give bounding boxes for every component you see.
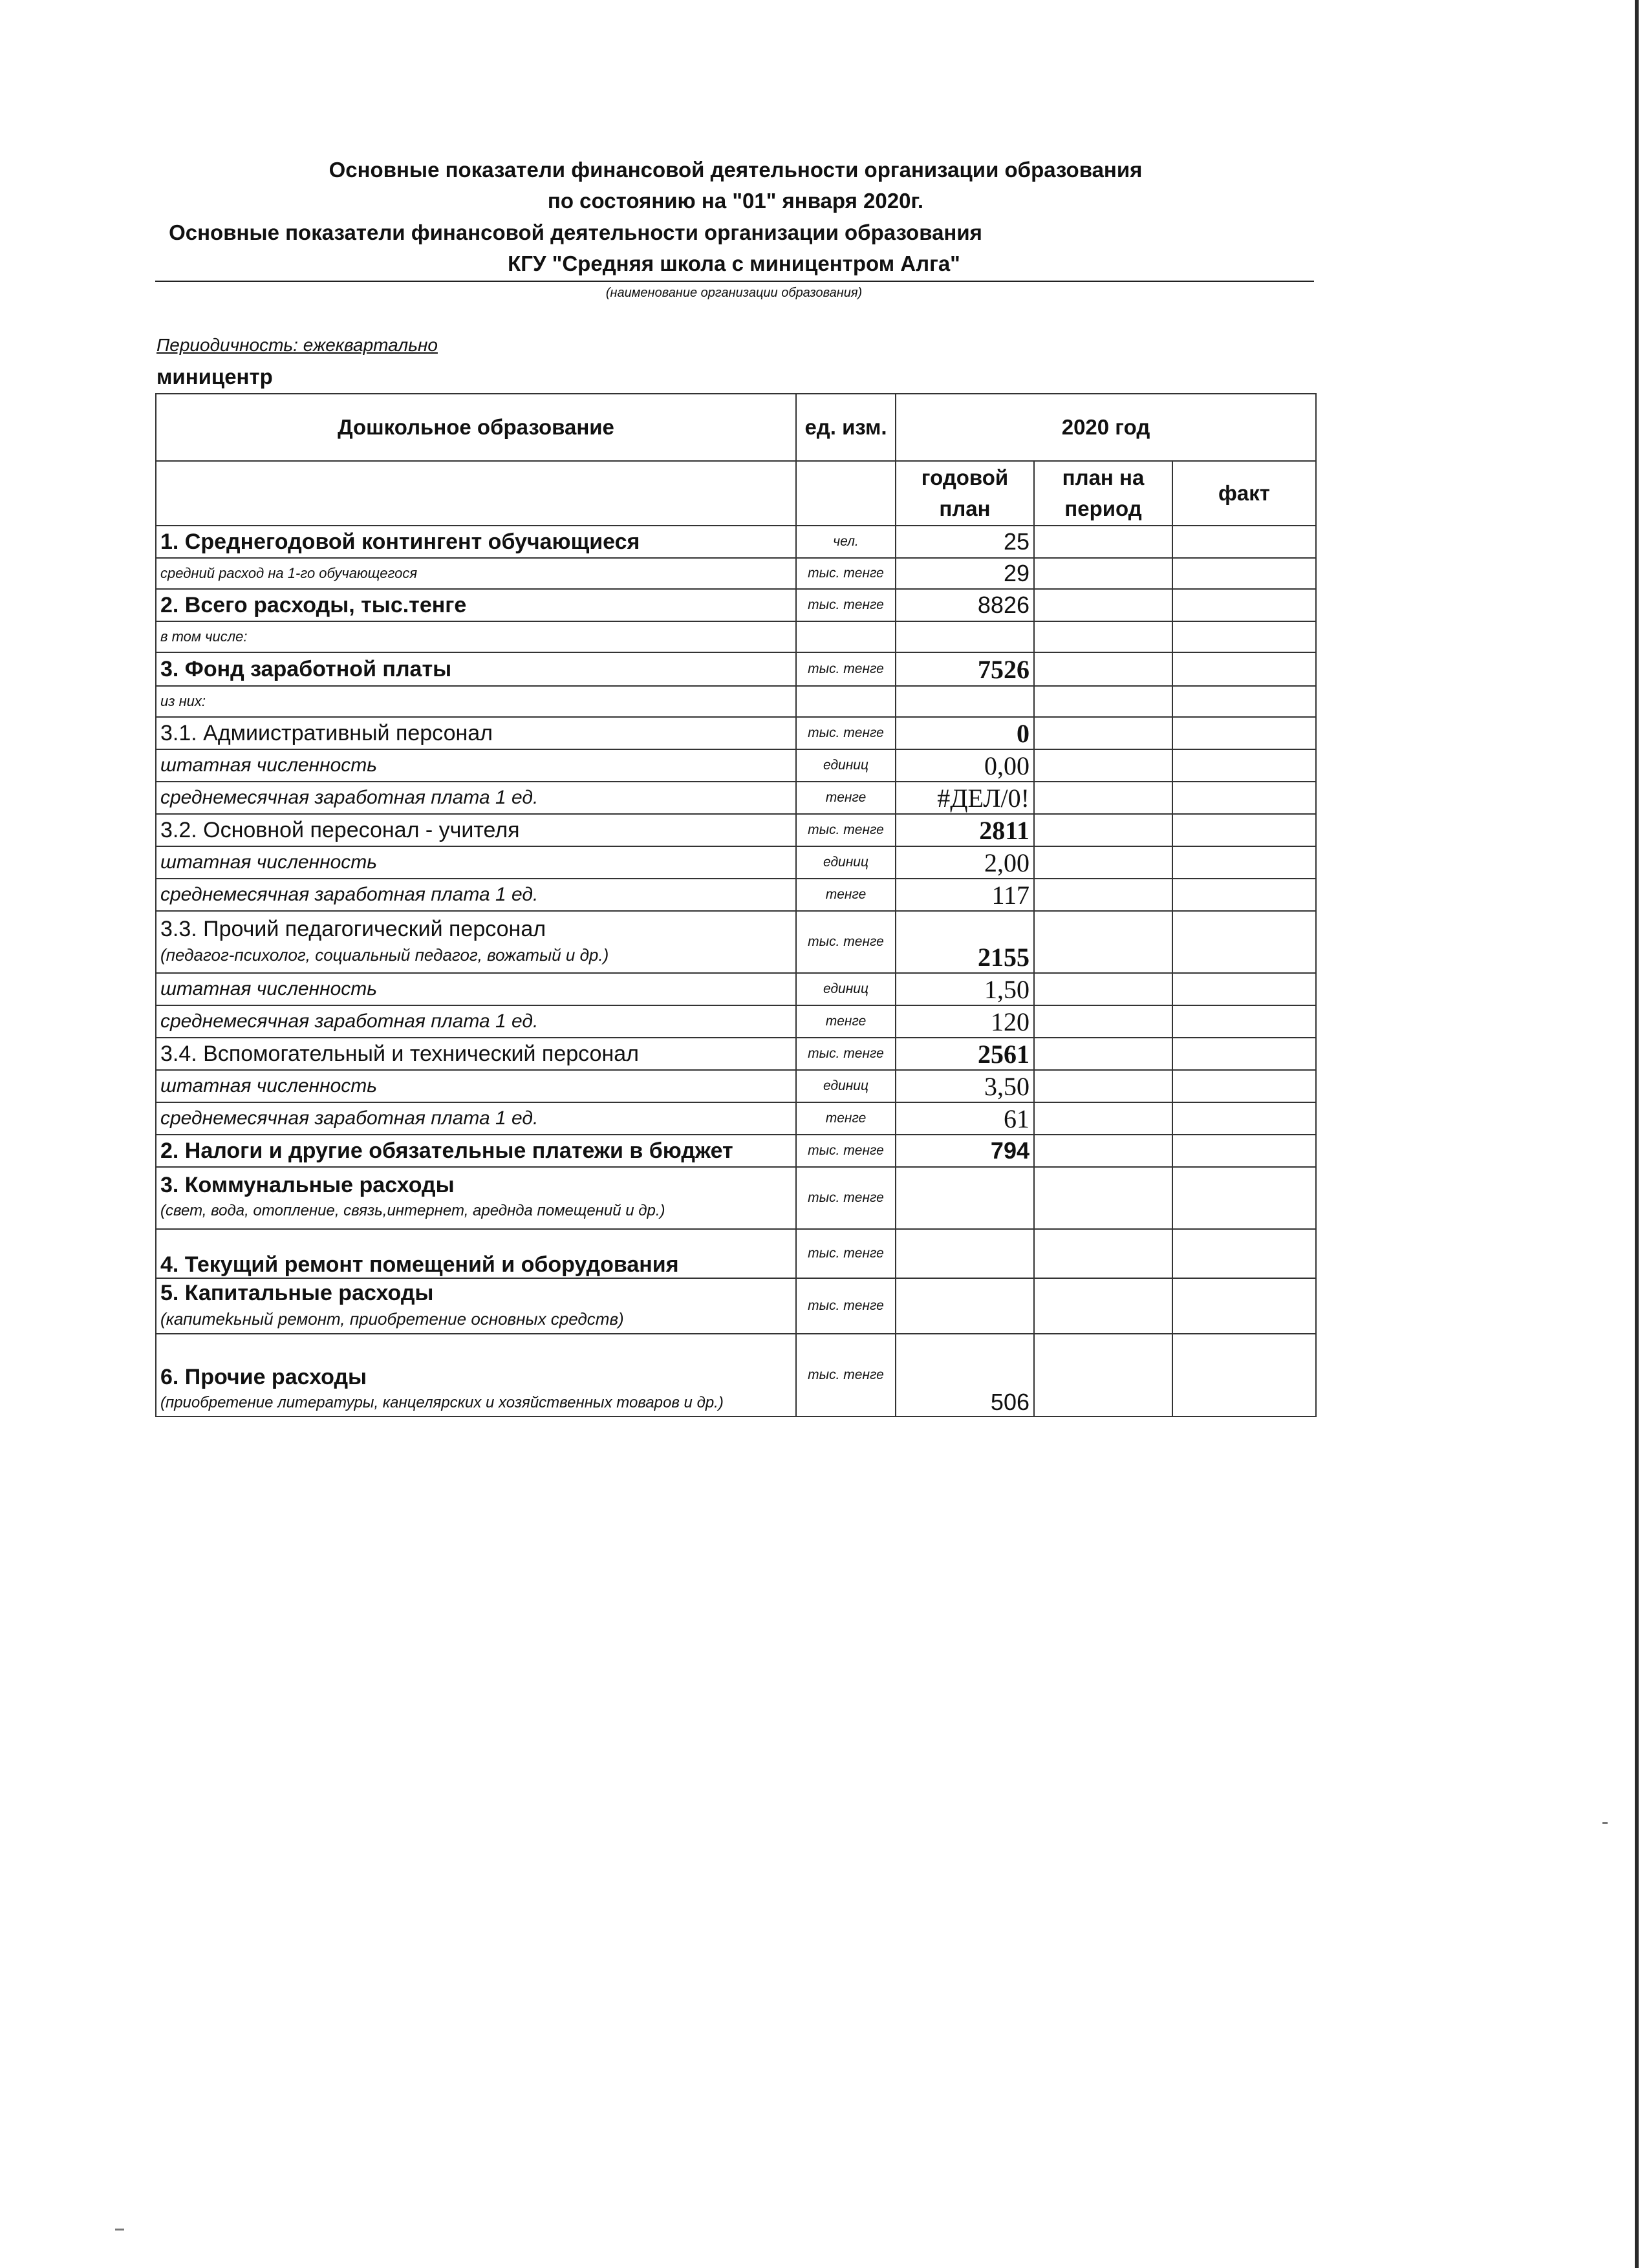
row-period-plan [1034, 686, 1172, 717]
row-period-plan [1034, 911, 1172, 973]
row-fact [1172, 1135, 1316, 1167]
row-label-text: 3. Коммунальные расходы [160, 1173, 455, 1197]
row-label [156, 1229, 796, 1278]
row-fact [1172, 1334, 1316, 1417]
row-label-text: 3.3. Прочий педагогический персонал [160, 917, 546, 941]
row-annual-plan [896, 686, 1034, 717]
report-date: по состоянию на "01" января 2020г. [547, 189, 924, 213]
table-subheader-row [156, 461, 1316, 526]
row-annual-plan: 506 [896, 1334, 1034, 1417]
row-label-text: 2. Всего расходы, тыс.тенге [160, 592, 467, 617]
row-annual-plan [896, 1167, 1034, 1229]
table-row [156, 846, 1316, 879]
row-unit: тыс. тенге [796, 717, 896, 749]
row-label [156, 526, 796, 558]
row-unit [796, 621, 896, 652]
row-label-note: (капитеkьный ремонт, приобретение основных средств) [160, 1309, 624, 1329]
row-fact [1172, 814, 1316, 846]
row-fact [1172, 1070, 1316, 1102]
row-label [156, 846, 796, 879]
row-label-text: штатная численность [160, 851, 378, 873]
row-unit: тыс. тенге [796, 1229, 896, 1278]
row-annual-plan: 0,00 [896, 749, 1034, 782]
row-period-plan [1034, 814, 1172, 846]
row-annual-plan: 2155 [896, 911, 1034, 973]
row-period-plan [1034, 589, 1172, 621]
row-period-plan [1034, 717, 1172, 749]
row-label-text: среднемесячная заработная плата 1 ед. [160, 1011, 539, 1032]
row-label [156, 879, 796, 911]
row-period-plan [1034, 526, 1172, 558]
row-annual-plan: 794 [896, 1135, 1034, 1167]
header-fact: факт [1172, 461, 1316, 526]
row-period-plan [1034, 1135, 1172, 1167]
row-period-plan [1034, 782, 1172, 814]
table-row [156, 1229, 1316, 1278]
table-row [156, 717, 1316, 749]
row-label [156, 1167, 796, 1229]
row-fact [1172, 589, 1316, 621]
row-label [156, 1038, 796, 1070]
row-fact [1172, 1038, 1316, 1070]
row-unit: тыс. тенге [796, 911, 896, 973]
row-label-text: штатная численность [160, 1075, 378, 1097]
row-label-text: 1. Среднегодовой контингент обучающиеся [160, 529, 640, 554]
row-fact [1172, 526, 1316, 558]
row-fact [1172, 652, 1316, 686]
row-annual-plan [896, 1229, 1034, 1278]
row-label [156, 1278, 796, 1334]
scan-speck [1602, 1822, 1608, 1824]
row-label [156, 1135, 796, 1167]
row-period-plan [1034, 621, 1172, 652]
row-period-plan [1034, 558, 1172, 589]
periodicity-label: Периодичность: ежеквартально [156, 335, 438, 355]
row-annual-plan: 61 [896, 1102, 1034, 1135]
row-label [156, 652, 796, 686]
table-row [156, 1334, 1316, 1417]
row-period-plan [1034, 1229, 1172, 1278]
row-label-text: из них: [160, 693, 206, 709]
row-annual-plan: 2811 [896, 814, 1034, 846]
row-period-plan [1034, 1167, 1172, 1229]
row-period-plan [1034, 973, 1172, 1005]
row-label [156, 1334, 796, 1417]
row-annual-plan [896, 621, 1034, 652]
table-row [156, 1038, 1316, 1070]
row-period-plan [1034, 652, 1172, 686]
row-fact [1172, 1229, 1316, 1278]
row-label-text: 3. Фонд заработной платы [160, 656, 452, 681]
header-period-plan: план на период [1034, 461, 1172, 526]
row-label-text: штатная численность [160, 978, 378, 1000]
row-label-text: в том числе: [160, 628, 248, 645]
row-label-text: 3.2. Основной пересонал - учителя [160, 817, 520, 842]
row-annual-plan: 25 [896, 526, 1034, 558]
table-row [156, 558, 1316, 589]
table-row [156, 621, 1316, 652]
row-unit: тыс. тенге [796, 1135, 896, 1167]
row-fact [1172, 1005, 1316, 1038]
row-label-text: 2. Налоги и другие обязательные платежи в бюджет [160, 1138, 733, 1163]
row-period-plan [1034, 1102, 1172, 1135]
row-label [156, 1005, 796, 1038]
row-label [156, 973, 796, 1005]
row-unit: единиц [796, 973, 896, 1005]
row-annual-plan: 3,50 [896, 1070, 1034, 1102]
row-annual-plan [896, 1278, 1034, 1334]
row-period-plan [1034, 1278, 1172, 1334]
row-annual-plan: 117 [896, 879, 1034, 911]
row-unit: тыс. тенге [796, 589, 896, 621]
table-row [156, 1070, 1316, 1102]
row-label [156, 558, 796, 589]
row-label [156, 749, 796, 782]
row-unit: тенге [796, 1005, 896, 1038]
row-period-plan [1034, 1334, 1172, 1417]
row-fact [1172, 558, 1316, 589]
section-title: миницентр [156, 365, 273, 389]
row-fact [1172, 1167, 1316, 1229]
row-unit: тыс. тенге [796, 652, 896, 686]
row-annual-plan: 0 [896, 717, 1034, 749]
financial-indicators-table [155, 393, 1317, 1417]
row-label [156, 1070, 796, 1102]
header-annual-plan: годовой план [896, 461, 1034, 526]
row-label-note: (приобретение литературы, канцелярских и хозяйственных товаров и др.) [160, 1394, 724, 1411]
row-label [156, 621, 796, 652]
row-fact [1172, 686, 1316, 717]
row-annual-plan: 7526 [896, 652, 1034, 686]
row-unit: тенге [796, 879, 896, 911]
scan-edge [1635, 0, 1639, 2268]
row-fact [1172, 973, 1316, 1005]
table-row [156, 526, 1316, 558]
row-fact [1172, 879, 1316, 911]
row-annual-plan: 29 [896, 558, 1034, 589]
table-header-row [156, 394, 1316, 461]
row-label [156, 911, 796, 973]
row-period-plan [1034, 846, 1172, 879]
row-label-text: 3.1. Адмиистративный персонал [160, 720, 493, 745]
row-period-plan [1034, 1038, 1172, 1070]
subheader-empty [796, 461, 896, 526]
row-annual-plan: 1,50 [896, 973, 1034, 1005]
row-label-text: 4. Текущий ремонт помещений и оборудования [160, 1252, 679, 1277]
row-label [156, 589, 796, 621]
row-unit: тенге [796, 782, 896, 814]
row-label [156, 814, 796, 846]
table-row [156, 686, 1316, 717]
table-row [156, 749, 1316, 782]
row-unit: тыс. тенге [796, 1038, 896, 1070]
row-annual-plan: #ДЕЛ/0! [896, 782, 1034, 814]
row-label-text: 6. Прочие расходы [160, 1365, 367, 1389]
row-fact [1172, 1278, 1316, 1334]
row-label [156, 782, 796, 814]
row-unit: тыс. тенге [796, 558, 896, 589]
header-unit: ед. изм. [796, 394, 896, 461]
report-subtitle: Основные показатели финансовой деятельности организации образования [169, 220, 982, 244]
table-row [156, 814, 1316, 846]
row-label-text: среднемесячная заработная плата 1 ед. [160, 884, 539, 905]
row-label-note: (педагог-психолог, социальный педагог, вожатый и др.) [160, 945, 609, 965]
row-label-text: среднемесячная заработная плата 1 ед. [160, 787, 539, 808]
row-fact [1172, 1102, 1316, 1135]
table-row [156, 782, 1316, 814]
table-row [156, 911, 1316, 973]
table-row [156, 1278, 1316, 1334]
table-row [156, 1135, 1316, 1167]
organization-underline [155, 281, 1314, 282]
row-fact [1172, 621, 1316, 652]
row-fact [1172, 846, 1316, 879]
row-unit: чел. [796, 526, 896, 558]
row-period-plan [1034, 879, 1172, 911]
row-unit: тыс. тенге [796, 814, 896, 846]
row-unit: тенге [796, 1102, 896, 1135]
table-row [156, 973, 1316, 1005]
header-year: 2020 год [896, 394, 1316, 461]
row-annual-plan: 2,00 [896, 846, 1034, 879]
row-unit: тыс. тенге [796, 1167, 896, 1229]
row-period-plan [1034, 749, 1172, 782]
row-fact [1172, 911, 1316, 973]
row-annual-plan: 120 [896, 1005, 1034, 1038]
row-unit: тыс. тенге [796, 1334, 896, 1417]
row-label-text: 5. Капитальные расходы [160, 1281, 434, 1305]
row-period-plan [1034, 1070, 1172, 1102]
row-unit: единиц [796, 1070, 896, 1102]
table-row [156, 1005, 1316, 1038]
header-education-type: Дошкольное образование [156, 394, 796, 461]
row-fact [1172, 749, 1316, 782]
row-unit: тыс. тенге [796, 1278, 896, 1334]
scan-speck [115, 2229, 124, 2231]
row-fact [1172, 782, 1316, 814]
table-row [156, 1167, 1316, 1229]
row-label [156, 1102, 796, 1135]
row-label-text: 3.4. Вспомогательный и технический персонал [160, 1041, 639, 1066]
table-row [156, 879, 1316, 911]
row-label [156, 717, 796, 749]
row-annual-plan: 8826 [896, 589, 1034, 621]
row-label-text: среднемесячная заработная плата 1 ед. [160, 1107, 539, 1129]
organization-name: КГУ "Средняя школа с миницентром Алга" [508, 251, 960, 275]
row-label-text: средний расход на 1-го обучающегося [160, 565, 418, 581]
table-row [156, 589, 1316, 621]
row-unit: единиц [796, 846, 896, 879]
row-label-text: штатная численность [160, 754, 378, 776]
subheader-empty [156, 461, 796, 526]
table-row [156, 1102, 1316, 1135]
row-label [156, 686, 796, 717]
organization-caption: (наименование организации образования) [605, 286, 863, 300]
row-period-plan [1034, 1005, 1172, 1038]
row-unit [796, 686, 896, 717]
row-fact [1172, 717, 1316, 749]
row-unit: единиц [796, 749, 896, 782]
row-label-note: (свет, вода, отопление, связь,интернет, аредндa помещений и др.) [160, 1202, 665, 1219]
table-row [156, 652, 1316, 686]
report-title: Основные показатели финансовой деятельности организации образования [329, 158, 1143, 182]
row-annual-plan: 2561 [896, 1038, 1034, 1070]
